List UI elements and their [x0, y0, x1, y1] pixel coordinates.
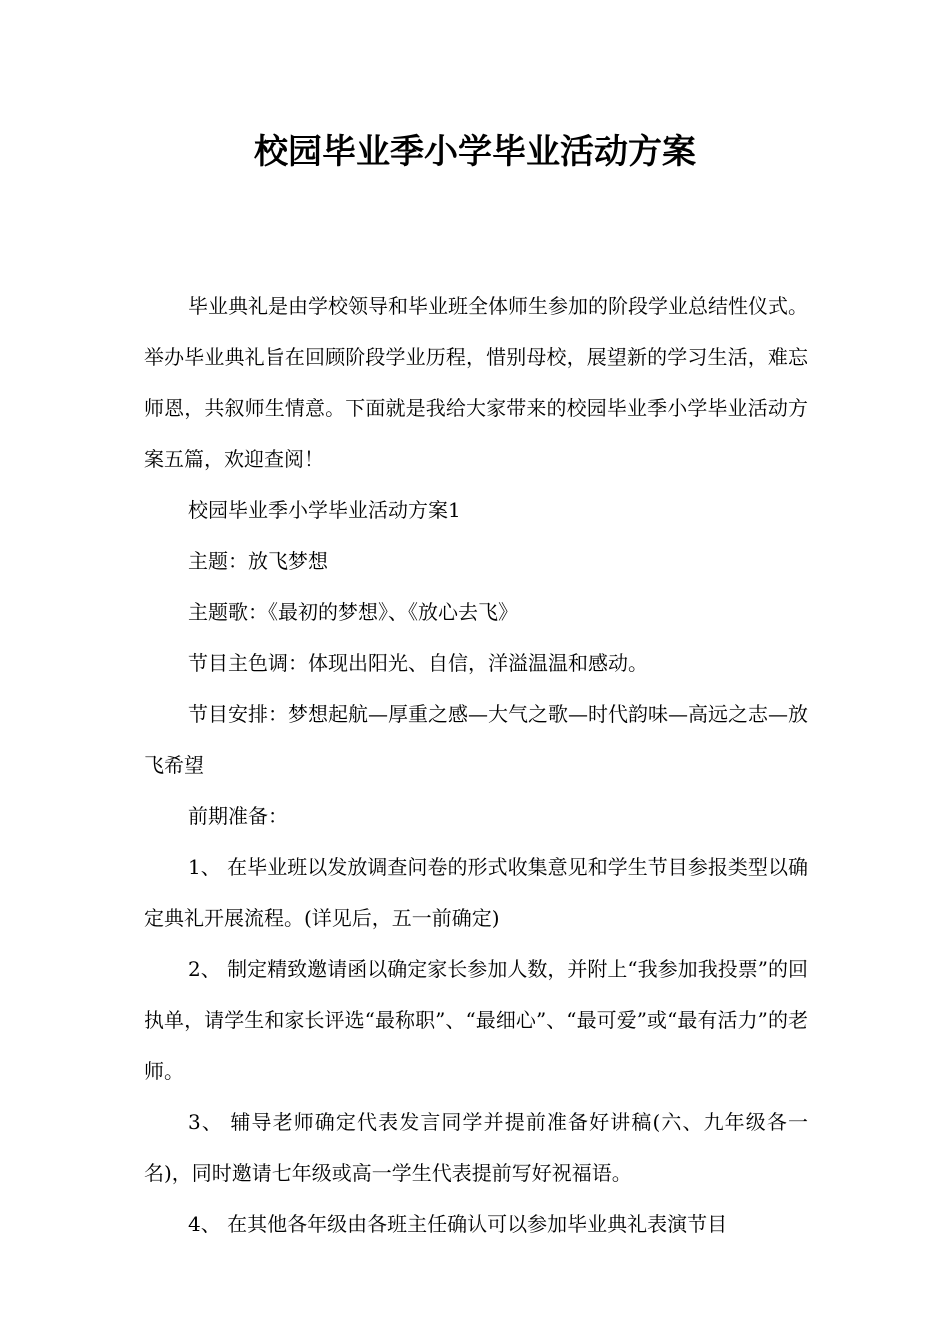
- document-title: 校园毕业季小学毕业活动方案: [254, 132, 696, 172]
- program-tone-line: 节目主色调：体现出阳光、自信，洋溢温温和感动。: [188, 651, 648, 675]
- intro-paragraph: 毕业典礼是由学校领导和毕业班全体师生参加的阶段学业总结性仪式。举办毕业典礼旨在回顾阶段学业历程，惜别母校，展望新的学习生活，难忘师恩，共叙师生情意。下面就是我给大家带来的校园毕业季小学毕业活动方案五篇，欢迎查阅！: [144, 294, 808, 471]
- theme-song-line: 主题歌：《最初的梦想》、《放心去飞》: [188, 600, 518, 624]
- document-body: [144, 281, 808, 1250]
- program-arrangement-paragraph: 节目安排：梦想起航—厚重之感—大气之歌—时代韵味—高远之志—放飞希望: [144, 702, 808, 777]
- theme-line: 主题：放飞梦想: [188, 549, 328, 573]
- list-item: 2、 制定精致邀请函以确定家长参加人数，并附上“我参加我投票”的回执单，请学生和家长评选“最称职”、“最细心”、“最可爱”或“最有活力”的老师。: [144, 957, 808, 1083]
- list-item: 1、 在毕业班以发放调查问卷的形式收集意见和学生节目参报类型以确定典礼开展流程。(详见后，五一前确定): [144, 855, 808, 930]
- section-heading: 校园毕业季小学毕业活动方案1: [188, 498, 461, 522]
- list-item: 3、 辅导老师确定代表发言同学并提前准备好讲稿(六、九年级各一名)，同时邀请七年级或高一学生代表提前写好祝福语。: [144, 1110, 808, 1185]
- list-item: 4、 在其他各年级由各班主任确认可以参加毕业典礼表演节目: [188, 1212, 728, 1236]
- preparation-heading: 前期准备：: [188, 804, 288, 828]
